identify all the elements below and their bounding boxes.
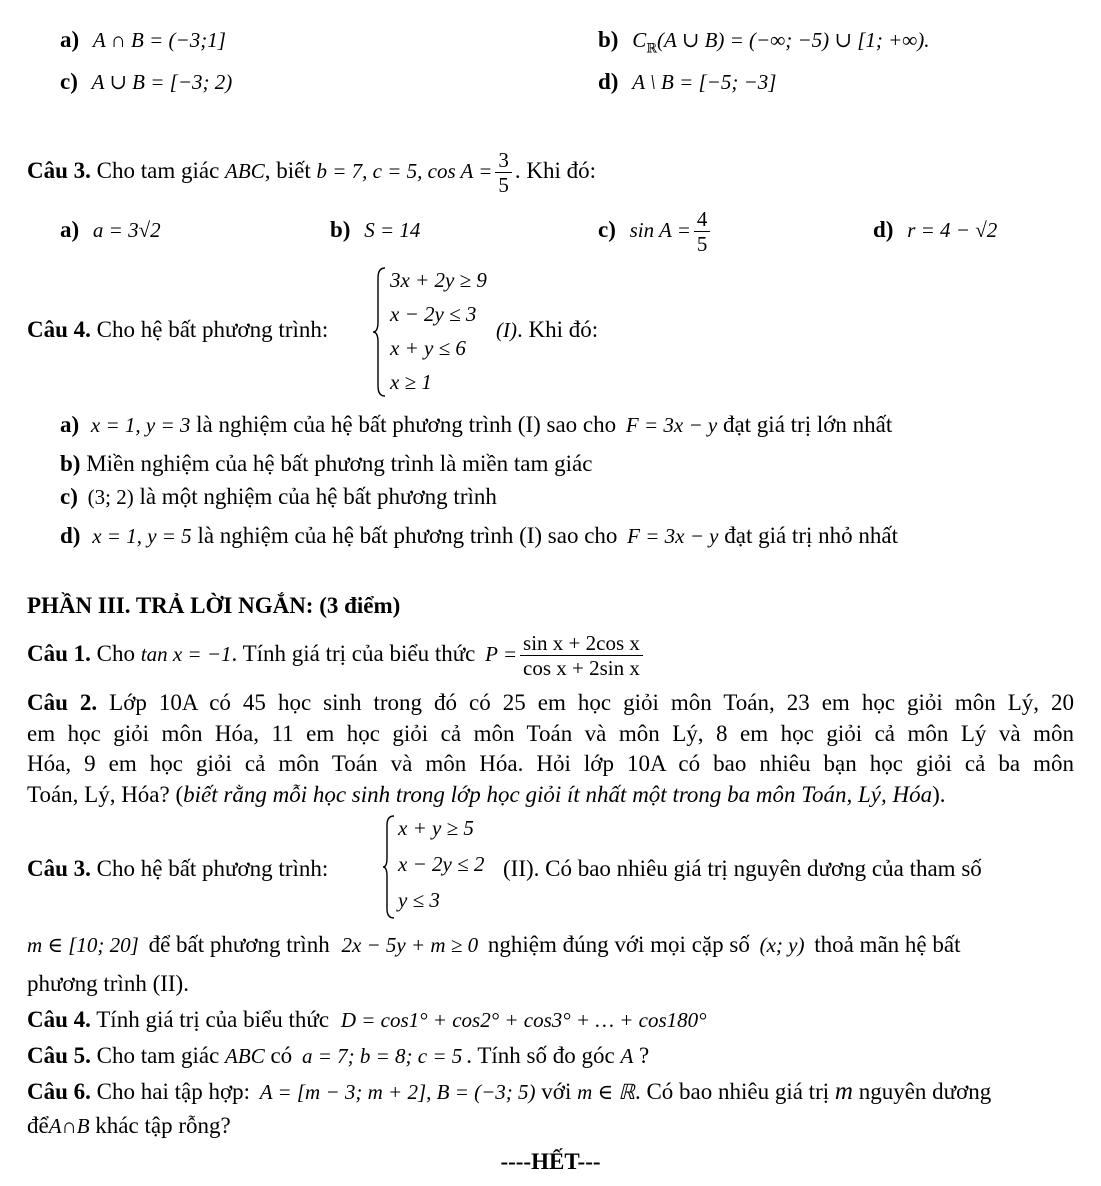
p3-question-5: Câu 5. Cho tam giác ABC có a = 7; b = 8; c = 5 . Tính số đo góc A ? (27, 1043, 650, 1068)
q3-option-c: c) sin A = $\frac{4}{5}$ (598, 200, 713, 260)
q4-option-b: b) Miền nghiệm của hệ bất phương trình là miền tam giác (60, 451, 593, 476)
fraction-P: $\frac{\text{sin x + 2cos x}}{\text{cos x + 2sin x}}$ (520, 631, 643, 680)
p3-question-3-line2: m ∈ [10; 20] để bất phương trình 2x − 5y + m ≥ 0 nghiệm đúng với mọi cặp số (x; y) thoả mãn hệ bất (27, 932, 961, 957)
q3-option-d: d) r = 4 − √2 (873, 217, 998, 242)
p3-question-2-line3: Hóa, 9 em học giỏi cả môn Toán và môn Hóa. Hỏi lớp 10A có bao nhiêu bạn học giỏi cả ba môn (27, 751, 1074, 776)
p3-question-6: Câu 6. Cho hai tập hợp: A = [m − 3; m + 2], B = (−3; 5) với m ∈ ℝ. Có bao nhiêu giá trị m nguyên dương (27, 1078, 992, 1105)
p3-question-3-line3: phương trình (II). (27, 971, 189, 996)
p3-question-4: Câu 4. Tính giá trị của biểu thức D = cos1° + cos2° + cos3° + … + cos180° (27, 1007, 707, 1032)
q2-option-b: b) $C_ℝ(A$ ∪ B) = (−∞; −5) ∪ [1; +∞). (598, 27, 930, 56)
p3-question-2-line2: em học giỏi môn Hóa, 11 em học giỏi cả môn Toán và môn Lý, 8 em học giỏi cả môn Lý và môn (27, 721, 1074, 746)
p3-question-1: Câu 1. Cho tan x = −1. Tính giá trị của biểu thức P = $\frac{\text{sin x + 2cos x}}{\text{cos x + 2sin x}}$ (27, 626, 646, 682)
p3-question-3: Câu 3. Cho hệ bất phương trình: (27, 856, 329, 881)
q4-system-label: (I). Khi đó: (496, 317, 599, 342)
system-I: 3x + 2y ≥ 9 x − 2y ≤ 3 x + y ≤ 6 x ≥ 1 (372, 266, 522, 398)
q3-option-b: b) S = 14 (330, 217, 421, 242)
part-3-heading: PHẦN III. TRẢ LỜI NGẮN: (3 điểm) (27, 593, 401, 618)
left-brace-icon (372, 266, 388, 398)
q2-option-a: a) A ∩ B = (−3;1] (60, 27, 226, 52)
system-II: x + y ≥ 5 x − 2y ≤ 2 y ≤ 3 (382, 814, 502, 920)
question-4: Câu 4. Cho hệ bất phương trình: (27, 317, 329, 342)
q2-option-c: c) A ∪ B = [−3; 2) (60, 69, 233, 94)
end-marker: ----HẾT--- (500, 1149, 601, 1174)
q4-option-c: c) (3; 2) là một nghiệm của hệ bất phương trình (60, 484, 497, 509)
q4-option-d: d) x = 1, y = 5 là nghiệm của hệ bất phương trình (I) sao cho F = 3x − y đạt giá trị nhỏ nhất (60, 523, 898, 548)
p3-question-3-after: (II). Có bao nhiêu giá trị nguyên dương của tham số (503, 856, 982, 881)
p3-question-6-line2: đểA∩B khác tập rỗng? (27, 1113, 231, 1138)
question-3: Câu 3. Cho tam giác ABC, biết b = 7, c = 5, cos A = $\frac{3}{5}$ . Khi đó: (27, 148, 597, 198)
p3-question-2-line4: Toán, Lý, Hóa? (biết rằng mỗi học sinh trong lớp học giỏi ít nhất một trong ba môn Toán, Lý, Hóa). (27, 782, 946, 807)
q3-option-a: a) a = 3√2 (60, 217, 161, 242)
fraction-cosA: $\frac{3}{5}$ (495, 148, 512, 197)
p3-question-2-line1: Câu 2. Lớp 10A có 45 học sinh trong đó có 25 em học giỏi môn Toán, 23 em học giỏi môn Lý, 20 (27, 690, 1075, 715)
left-brace-icon (382, 814, 396, 920)
q2-option-d: d) A \ B = [−5; −3] (598, 69, 777, 94)
q4-option-a: a) x = 1, y = 3 là nghiệm của hệ bất phương trình (I) sao cho F = 3x − y đạt giá trị lớn nhất (60, 412, 893, 437)
